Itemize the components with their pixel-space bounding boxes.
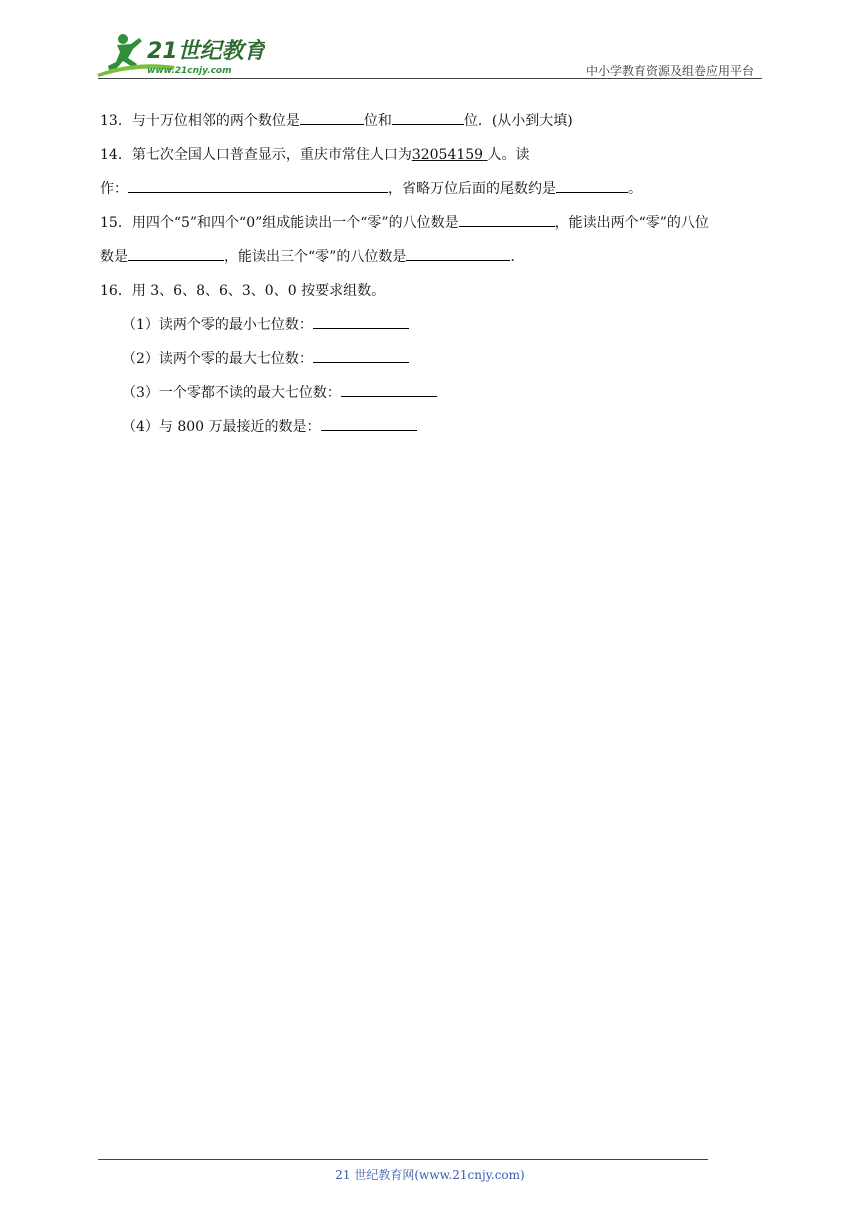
- q16-item-2: [100, 342, 765, 376]
- question-15-line-1: [100, 206, 765, 240]
- question-14-line-2: [100, 172, 765, 206]
- q14-line2-prefix: 作：: [100, 181, 128, 197]
- q15-blank-1[interactable]: [459, 209, 555, 227]
- site-title: 中小学教育资源及组卷应用平台: [585, 64, 754, 78]
- q14-blank-approx[interactable]: [556, 175, 628, 193]
- q16-item-1: [100, 308, 765, 342]
- q14-population-number: 32054159: [411, 147, 484, 163]
- footer-link[interactable]: 21 世纪教育网(www.21cnjy.com): [335, 1168, 525, 1182]
- q16-item-1-label: （1）读两个零的最小七位数：: [122, 317, 313, 333]
- q16-item-4: [100, 410, 765, 444]
- q14-blank-read[interactable]: [128, 175, 388, 193]
- q15-line2-prefix: 数是: [100, 249, 128, 265]
- question-list: [100, 104, 765, 444]
- runner-logo-icon: [95, 30, 265, 80]
- q13-prefix: 13．与十万位相邻的两个数位是: [100, 113, 300, 129]
- q15-line1-suffix: ，能读出两个“零”的八位: [554, 215, 709, 231]
- q14-prefix: 14．第七次全国人口普查显示，重庆市常住人口为: [100, 147, 412, 163]
- q16-item-4-label: （4）与 800 万最接近的数是：: [122, 419, 321, 435]
- q15-line1-prefix: 15．用四个“5”和四个“0”组成能读出一个“零”的八位数是: [100, 215, 459, 231]
- q14-line2-suffix: 。: [628, 181, 642, 197]
- q13-blank-1[interactable]: [300, 107, 364, 125]
- q14-line2-mid: ，省略万位后面的尾数约是: [388, 181, 556, 197]
- q13-suffix: 位．(从小到大填): [463, 113, 573, 129]
- q16-item-2-blank[interactable]: [313, 345, 409, 363]
- q13-blank-2[interactable]: [392, 107, 464, 125]
- q16-item-3-blank[interactable]: [341, 379, 437, 397]
- question-14-line-1: [100, 138, 765, 172]
- q16-item-4-blank[interactable]: [321, 413, 417, 431]
- q16-item-2-label: （2）读两个零的最大七位数：: [122, 351, 313, 367]
- question-13: [100, 104, 765, 138]
- q16-stem: 16．用 3、6、8、6、3、0、0 按要求组数。: [100, 283, 386, 299]
- q15-blank-3[interactable]: [406, 243, 510, 261]
- q15-line2-suffix: .: [510, 249, 515, 265]
- header-divider: [98, 78, 762, 79]
- logo-text: 21世纪教育: [147, 39, 265, 64]
- q14-line1-suffix: 人。读: [487, 147, 530, 163]
- q15-line2-mid: ，能读出三个“零”的八位数是: [224, 249, 407, 265]
- q16-item-3-label: （3）一个零都不读的最大七位数：: [122, 385, 341, 401]
- q13-mid: 位和: [363, 113, 392, 129]
- logo-url-text: www.21cnjy.com: [147, 66, 232, 76]
- question-15-line-2: [100, 240, 765, 274]
- q16-item-1-blank[interactable]: [313, 311, 409, 329]
- question-16-stem: [100, 274, 765, 308]
- site-logo: [95, 30, 265, 80]
- footer-divider: [98, 1159, 708, 1160]
- q15-blank-2[interactable]: [128, 243, 224, 261]
- q16-item-3: [100, 376, 765, 410]
